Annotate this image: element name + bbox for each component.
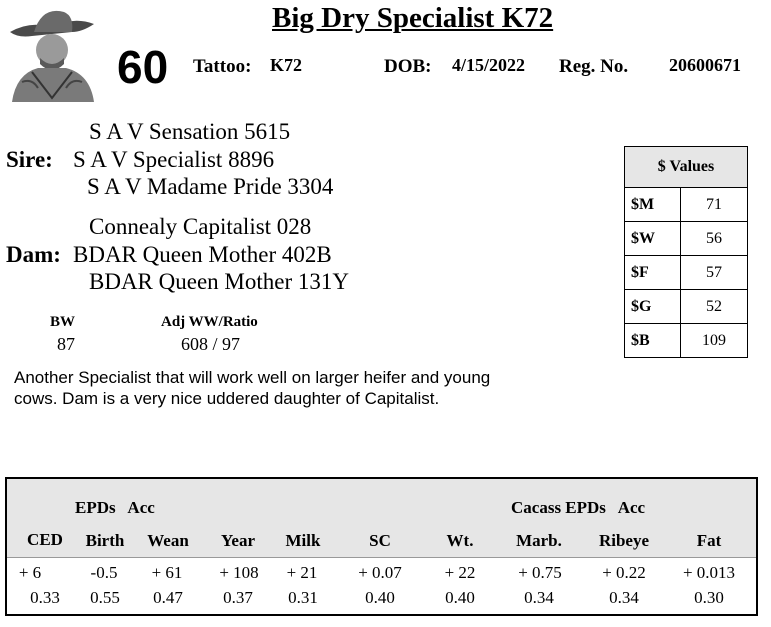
value-label: $W	[625, 222, 681, 256]
epd-value: + 6	[18, 563, 42, 582]
value-label: $M	[625, 188, 681, 222]
tattoo-value: K72	[270, 55, 303, 75]
epd-value: + 61	[151, 563, 183, 582]
ww-label: Adj WW/Ratio	[161, 314, 258, 330]
bw-label: BW	[50, 314, 76, 330]
acc-value: 0.37	[223, 588, 253, 607]
col-sc: SC	[369, 531, 391, 550]
value-label: $F	[625, 256, 681, 290]
tattoo-label: Tattoo:	[193, 56, 252, 77]
values-row	[625, 222, 748, 256]
value-amount: 57	[681, 256, 748, 290]
bw-value: 87	[57, 334, 75, 354]
epd-value: + 0.75	[518, 563, 562, 582]
acc-value: 0.34	[609, 588, 639, 607]
epd-panel	[5, 477, 758, 616]
acc-value: 0.34	[524, 588, 554, 607]
sire-dam: S A V Madame Pride 3304	[87, 174, 334, 199]
epd-value: + 108	[219, 563, 259, 582]
acc-value: 0.30	[694, 588, 724, 607]
dam-dam: BDAR Queen Mother 131Y	[89, 269, 349, 294]
acc-value: 0.33	[30, 588, 60, 607]
value-label: $G	[625, 290, 681, 324]
values-row	[625, 256, 748, 290]
dollar-values-table	[624, 146, 748, 358]
values-title: $ Values	[625, 147, 748, 188]
lot-number: 60	[117, 41, 169, 93]
values-row	[625, 290, 748, 324]
dam-label: Dam:	[6, 242, 61, 267]
col-marb: Marb.	[516, 531, 562, 550]
value-amount: 52	[681, 290, 748, 324]
epd-value: + 0.07	[358, 563, 402, 582]
description-text: Another Specialist that will work well on larger heifer and young cows. Dam is a very nice uddered daughter of Capitalist.	[14, 368, 491, 408]
col-birth: Birth	[85, 531, 125, 550]
animal-name-title: Big Dry Specialist K72	[272, 2, 554, 34]
sire-sire: S A V Sensation 5615	[89, 119, 291, 144]
acc-value: 0.40	[365, 588, 395, 607]
epd-value: + 0.22	[602, 563, 646, 582]
col-year: Year	[221, 531, 255, 550]
col-fat: Fat	[696, 531, 722, 550]
epd-value: + 21	[286, 563, 318, 582]
value-label: $B	[625, 324, 681, 358]
dam-sire: Connealy Capitalist 028	[89, 214, 312, 239]
ww-value: 608 / 97	[181, 334, 241, 354]
col-ced: CED	[27, 530, 63, 549]
dob-value: 4/15/2022	[452, 55, 526, 75]
acc-value: 0.40	[445, 588, 475, 607]
acc-value: 0.47	[153, 588, 183, 607]
epd-value: + 0.013	[682, 563, 736, 582]
epd-value: -0.5	[90, 563, 118, 582]
sire-name: S A V Specialist 8896	[73, 147, 275, 172]
col-ribeye: Ribeye	[598, 531, 650, 550]
epd-value: + 22	[444, 563, 476, 582]
acc-value: 0.55	[90, 588, 120, 607]
col-milk: Milk	[285, 531, 321, 550]
carcass-epd-group-label: Cacass EPDs Acc	[511, 498, 646, 517]
value-amount: 56	[681, 222, 748, 256]
reg-label: Reg. No.	[559, 56, 629, 77]
value-amount: 71	[681, 188, 748, 222]
reg-value: 20600671	[669, 55, 741, 75]
values-row	[625, 324, 748, 358]
dob-label: DOB:	[384, 56, 432, 77]
acc-value: 0.31	[288, 588, 318, 607]
dam-name: BDAR Queen Mother 402B	[73, 242, 332, 267]
cowboy-portrait-logo-icon	[2, 2, 102, 102]
col-wean: Wean	[147, 531, 189, 550]
epd-group-label: EPDs Acc	[75, 498, 155, 517]
col-wt: Wt.	[446, 531, 474, 550]
values-row	[625, 188, 748, 222]
epd-divider	[7, 557, 756, 558]
sire-label: Sire:	[6, 147, 53, 172]
value-amount: 109	[681, 324, 748, 358]
